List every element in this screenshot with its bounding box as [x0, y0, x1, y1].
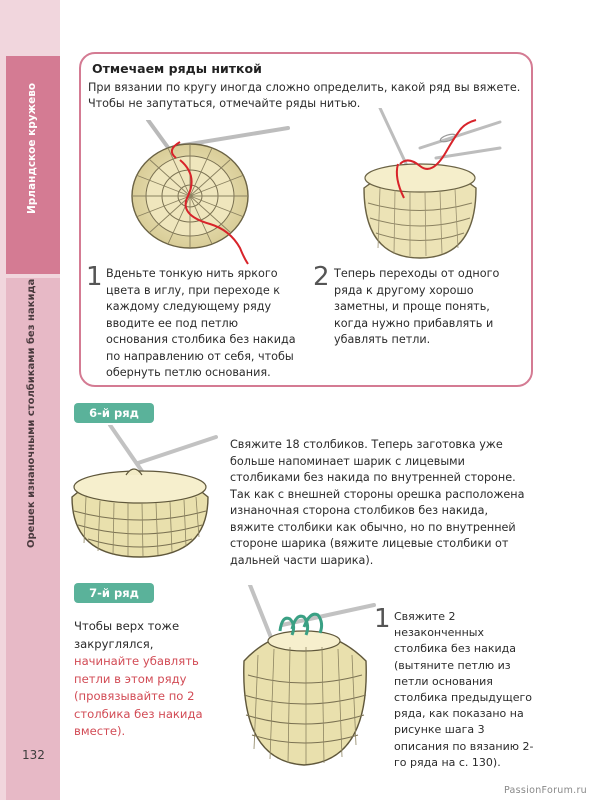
- tip-step2-text: Теперь переходы от одного ряда к другому хорошо заметны, и проще понять, когда нужно прибавлять и убавлять петли.: [334, 267, 500, 346]
- circle-marker-illustration: [118, 120, 293, 265]
- row6-badge: 6-й ряд: [74, 403, 154, 423]
- watermark: PassionForum.ru: [503, 785, 587, 796]
- sidebar-chapter-title: Орешек изнаночными столбиками без накида: [26, 278, 37, 548]
- tip-step1-number: 1: [86, 262, 103, 292]
- row6-illustration: [68, 425, 218, 560]
- row7-step-number: 1: [374, 604, 391, 634]
- sidebar-section-title: Ирландское кружево: [26, 82, 38, 214]
- page-number: 132: [22, 748, 45, 762]
- row7-text-red: начинайте убавлять петли в этом ряду (провязывайте по 2 столбика без накида вместе).: [74, 654, 203, 738]
- row7-text: [74, 618, 214, 741]
- tip-step2-number: 2: [313, 262, 330, 292]
- tip-step1-text: Вденьте тонкую нить яркого цвета в иглу, при переходе к каждому следующему ряду вводите ее под петлю основания столбика без накида по направлению от себя, чтобы обернуть петлю основания.: [106, 267, 296, 379]
- tip-title: Отмечаем ряды ниткой: [92, 61, 262, 76]
- row7-step-text: Свяжите 2 незаконченных столбика без накида (вытяните петлю из петли основания столбика предыдущего ряда, как показано на рисунке шага 3 описания по вязанию 2-го ряда на с. 130).: [394, 610, 534, 769]
- row6-text: Свяжите 18 столбиков. Теперь заготовка уже больше напоминает шарик с лицевыми столбиками без накида по внутренней стороне. Так как с внешней стороны орешка расположена изнаночная сторона столбиков без накида, вяжите столбики как обычно, но по внутренней стороне шарика (вяжите лицевые столбики от дальней части шарика).: [230, 438, 525, 567]
- row7-badge: 7-й ряд: [74, 583, 154, 603]
- tip-intro: При вязании по кругу иногда сложно определить, какой ряд вы вяжете. Чтобы не запутаться, отмечайте ряды нитью.: [88, 81, 521, 110]
- row7-text-plain: Чтобы верх тоже закруглялся,: [74, 619, 180, 651]
- row7-illustration: [238, 585, 378, 770]
- cup-marker-illustration: [350, 108, 510, 263]
